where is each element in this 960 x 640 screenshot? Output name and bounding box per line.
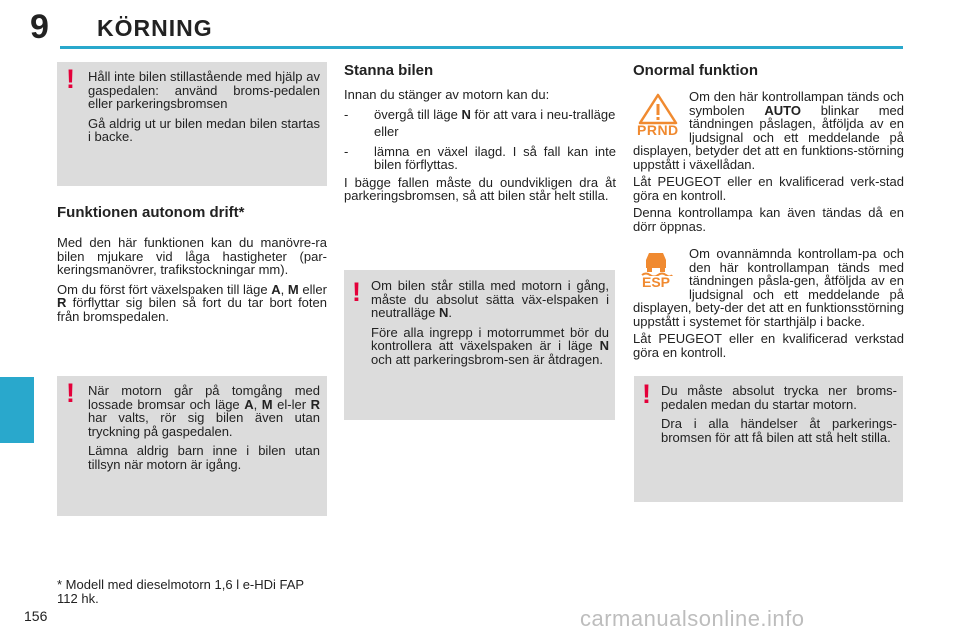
warning-paragraph: Gå aldrig ut ur bilen medan bilen startas i backe. — [88, 115, 320, 144]
stopping-text — [344, 88, 616, 209]
paragraph: Med den här funktionen kan du manövre-ra bilen mjukare vid låga hastigheter (par-keringsmanövrer, trafikstockningar mm). — [57, 235, 327, 277]
autonomous-drive-text — [57, 236, 327, 329]
footnote: * Modell med dieselmotorn 1,6 l e-HDi FAP 112 hk. — [57, 577, 304, 606]
header-rule — [60, 46, 903, 49]
warning-exclamation-icon: ! — [642, 379, 651, 409]
section-title-autonomous-drive: Funktionen autonom drift* — [57, 204, 245, 221]
warning-text-brake-start — [661, 384, 897, 450]
warning-paragraph: Dra i alla händelser åt parkerings-bromsen för att få bilen att stå helt stilla. — [661, 416, 897, 445]
chapter-number: 9 — [30, 8, 49, 46]
warning-text-idle-creep — [88, 384, 320, 477]
paragraph: Innan du stänger av motorn kan du: — [344, 87, 550, 102]
warning-exclamation-icon: ! — [352, 277, 361, 307]
paragraph: I bägge fallen måste du oundvikligen dra åt parkeringsbromsen, så att bilen står helt stilla. — [344, 174, 616, 203]
section-title-stopping: Stanna bilen — [344, 62, 434, 79]
paragraph: Låt PEUGEOT eller en kvalificerad verk-stad göra en kontroll. — [633, 174, 904, 203]
warning-paragraph: När motorn går på tomgång med lossade bromsar och läge A, M el-ler R har valts, rör sig bilen även utan tryckning på gaspedalen. — [88, 383, 320, 439]
chapter-title: KÖRNING — [97, 15, 213, 41]
warning-text-neutral — [371, 279, 609, 372]
or-text: eller — [374, 124, 399, 139]
prnd-label: PRND — [637, 122, 679, 138]
list-item: - övergå till läge N för att vara i neu-tralläge — [344, 106, 616, 122]
paragraph: Om ovannämnda kontrollam-pa och den här kontrollampan tänds med tändningen påsla-gen, åtföljda av en ljudsignal och ett meddelande på displayen, bety-der det att en funktionsstörning uppstått i systemet för starthjälp i backe. — [633, 246, 904, 329]
esp-label: ESP — [642, 274, 671, 290]
malfunction-text-2 — [633, 247, 904, 365]
chapter-side-tab — [0, 377, 34, 443]
section-title-malfunction: Onormal funktion — [633, 62, 758, 79]
page-number: 156 — [24, 608, 48, 624]
watermark: carmanualsonline.info — [580, 606, 805, 631]
warning-exclamation-icon: ! — [66, 64, 75, 94]
paragraph: Om du först fört växelspaken till läge A, M eller R förflyttar sig bilen så fort du tar bort foten från bromspedalen. — [57, 281, 327, 324]
paragraph: Om den här kontrollampan tänds och symbolen AUTO blinkar med tändningen påslagen, åtföljda av en ljudsignal och ett meddelande på displayen, betyder det att en funktions-störning uppstått i växellådan. — [633, 89, 904, 172]
warning-paragraph: Håll inte bilen stillastående med hjälp av gaspedalen: använd broms-pedalen eller parkeringsbromsen — [88, 69, 320, 111]
warning-text-idle-hold — [88, 70, 320, 150]
warning-paragraph: Lämna aldrig barn inne i bilen utan tillsyn när motorn är igång. — [88, 443, 320, 472]
list-item: - lämna en växel ilagd. I så fall kan inte bilen förflyttas. — [344, 143, 616, 172]
warning-paragraph: Före alla ingrepp i motorrummet bör du kontrollera att växelspaken är i läge N och att parkeringsbrom-sen är åtdragen. — [371, 324, 609, 367]
warning-paragraph: Om bilen står stilla med motorn i gång, måste du absolut sätta väx-elspaken i neutralläge N. — [371, 278, 609, 320]
malfunction-text-1 — [633, 90, 904, 239]
warning-paragraph: Du måste absolut trycka ner broms-pedalen medan du startar motorn. — [661, 383, 897, 412]
paragraph: Låt PEUGEOT eller en kvalificerad verkstad göra en kontroll. — [633, 331, 904, 360]
paragraph: Denna kontrollampa kan även tändas då en dörr öppnas. — [633, 205, 904, 234]
warning-exclamation-icon: ! — [66, 378, 75, 408]
